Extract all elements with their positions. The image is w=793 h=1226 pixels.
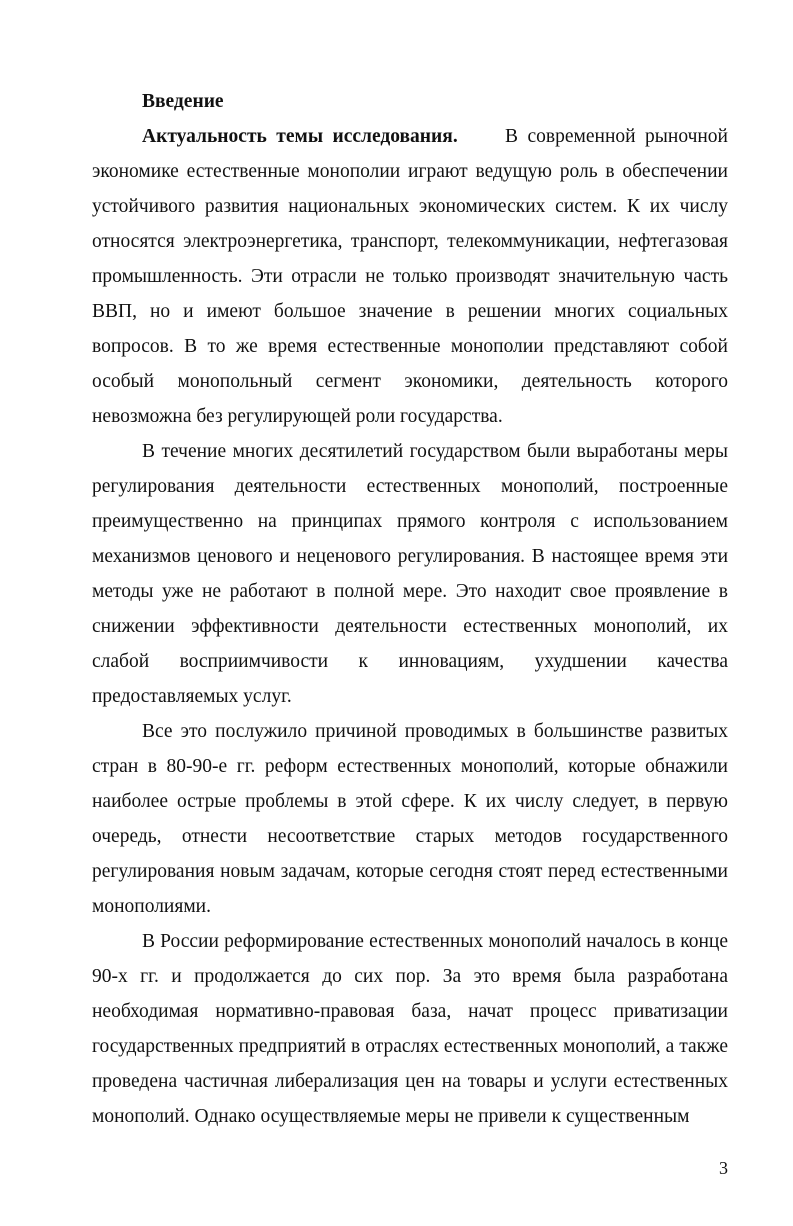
paragraph-lead: Актуальность темы исследования. bbox=[142, 126, 458, 147]
page-number: 3 bbox=[719, 1158, 728, 1178]
paragraph-russia-reform: В России реформирование естественных монополий началось в конце 90-х гг. и продолжается до сих пор. За это время была разработана необходимая нормативно-правовая база, начат процесс приватизации государственных предприятий в отраслях естественных монополий, а также проведена частичная либерализация цен на товары и услуги естественных монополий. Однако осуществляемые меры не привели к существенным bbox=[92, 931, 728, 1127]
paragraph-reforms-abroad: Все это послужило причиной проводимых в большинстве развитых стран в 80-90-е гг. реформ естественных монополий, которые обнажили наиболее острые проблемы в этой сфере. К их числу следует, в первую очередь, отнести несоответствие старых методов государственного регулирования новым задачам, которые сегодня стоят перед естественными монополиями. bbox=[92, 721, 728, 917]
paragraph-regulation-history: В течение многих десятилетий государством были выработаны меры регулирования деятельности естественных монополий, построенные преимущественно на принципах прямого контроля с использованием механизмов ценового и неценового регулирования. В настоящее время эти методы уже не работают в полной мере. Это находит свое проявление в снижении эффективности деятельности естественных монополий, их слабой восприимчивости к инновациям, ухудшении качества предоставляемых услуг. bbox=[92, 441, 728, 707]
document-body bbox=[92, 84, 728, 1134]
paragraph-relevance bbox=[92, 119, 728, 434]
paragraph-text: В современной рыночной экономике естественные монополии играют ведущую роль в обеспечении устойчивого развития национальных экономических систем. К их числу относятся электроэнергетика, транспорт, телекоммуникации, нефтегазовая промышленность. Эти отрасли не только производят значительную часть ВВП, но и имеют большое значение в решении многих социальных вопросов. В то же время естественные монополии представляют собой особый монопольный сегмент экономики, деятельность которого невозможна без регулирующей роли государства. bbox=[92, 126, 728, 427]
section-heading: Введение bbox=[142, 91, 224, 112]
